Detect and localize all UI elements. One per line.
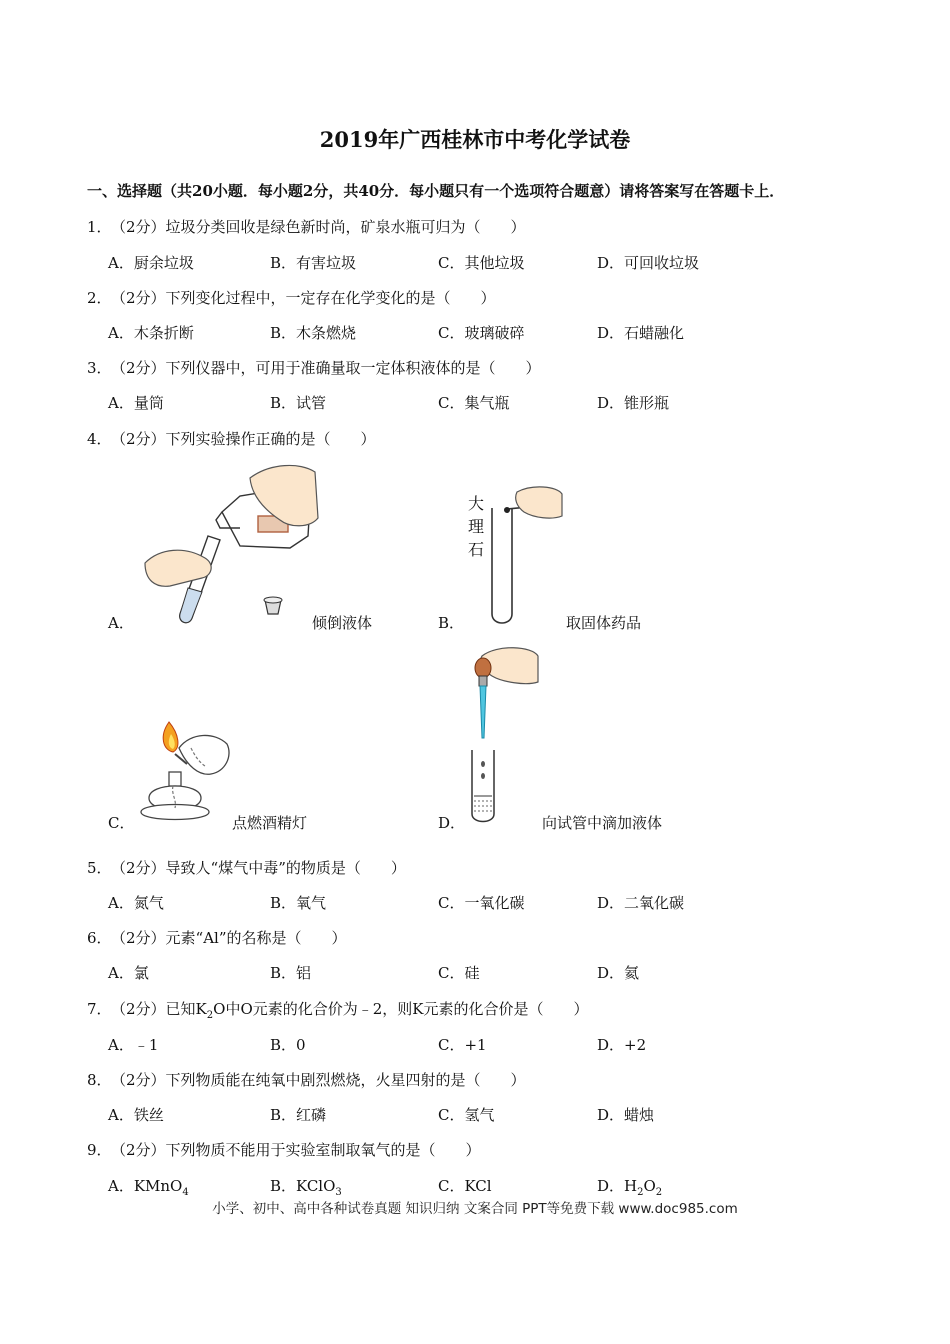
question-text: （2分）下列变化过程中，一定存在化学变化的是（ ） (111, 289, 496, 307)
subscript: 2 (206, 1010, 214, 1021)
option-a: A．﹣1 (108, 1036, 159, 1054)
figure-d-caption: 向试管中滴加液体 (542, 814, 663, 832)
options-9 (108, 1175, 868, 1197)
option-c: C．集气瓶 (438, 394, 510, 412)
question-number: 6． (87, 929, 112, 947)
text-part: O中O元素的化合价为﹣2，则K元素的化合价是（ ） (213, 1000, 589, 1018)
figure-a-caption: 倾倒液体 (312, 614, 373, 632)
subscript: 2 (655, 1187, 663, 1198)
dropper-illustration (462, 646, 542, 826)
figure-c-letter: C． (108, 814, 135, 832)
footer-banner: 小学、初中、高中各种试卷真题 知识归纳 文案合同 PPT等免费下载 www.doc985.com (212, 1201, 738, 1217)
option-b: B．氧气 (270, 894, 327, 912)
question-text: （2分）下列实验操作正确的是（ ） (111, 430, 376, 448)
option-a: A．铁丝 (108, 1106, 164, 1124)
question-text: （2分）下列物质能在纯氧中剧烈燃烧，火星四射的是（ ） (111, 1071, 526, 1089)
question-6 (87, 927, 347, 948)
question-5 (87, 857, 406, 878)
option-a (108, 1175, 189, 1198)
options-5 (108, 892, 868, 914)
question-number: 8． (87, 1071, 112, 1089)
options-8 (108, 1104, 868, 1126)
question-number: 2． (87, 289, 112, 307)
question-2 (87, 287, 496, 308)
figure-c-caption: 点燃酒精灯 (232, 814, 308, 832)
option-b: B．木条燃烧 (270, 324, 357, 342)
text-part: （2分）已知K (111, 1000, 207, 1018)
subscript: 4 (182, 1187, 189, 1198)
option-d: D．石蜡融化 (597, 324, 685, 342)
question-number: 1． (87, 218, 112, 236)
option-text: O (643, 1177, 656, 1195)
option-d: D．二氧化碳 (597, 894, 685, 912)
options-7 (108, 1034, 868, 1056)
option-b: B．试管 (270, 394, 327, 412)
option-text: A．KMnO (108, 1177, 183, 1195)
section-heading: 一、选择题（共20小题．每小题2分，共40分．每小题只有一个选项符合题意）请将答案写在答题卡上． (87, 182, 785, 200)
figure-alcohol-lamp (135, 718, 235, 830)
question-text: （2分）下列仪器中，可用于准确量取一定体积液体的是（ ） (111, 359, 541, 377)
option-c: C．玻璃破碎 (438, 324, 525, 342)
label-char: 理 (468, 517, 485, 536)
option-b: B．红磷 (270, 1106, 327, 1124)
options-6 (108, 962, 868, 984)
option-c: C．氢气 (438, 1106, 495, 1124)
question-1 (87, 216, 526, 237)
figure-dropper (462, 646, 542, 826)
question-text: （2分）垃圾分类回收是绿色新时尚，矿泉水瓶可归为（ ） (111, 218, 526, 236)
pouring-liquid-illustration (140, 458, 320, 623)
label-char: 石 (468, 540, 485, 559)
label-char: 大 (468, 494, 485, 513)
option-d (597, 1175, 662, 1198)
option-d: D．氦 (597, 964, 640, 982)
option-a: A．氮气 (108, 894, 164, 912)
alcohol-lamp-illustration (135, 718, 235, 830)
question-number: 7． (87, 1000, 112, 1018)
marble-label (468, 492, 486, 561)
option-text: D．H (597, 1177, 638, 1195)
question-number: 5． (87, 859, 112, 877)
figure-d-letter: D． (438, 814, 466, 832)
option-c: C．其他垃圾 (438, 254, 525, 272)
option-c: C．一氧化碳 (438, 894, 525, 912)
question-3 (87, 357, 541, 378)
option-b: B．有害垃圾 (270, 254, 357, 272)
option-c (438, 1175, 492, 1196)
question-number: 3． (87, 359, 112, 377)
option-b (270, 1175, 342, 1198)
option-c: C．硅 (438, 964, 480, 982)
figure-pouring-liquid (140, 458, 320, 623)
subscript: 2 (637, 1187, 644, 1198)
question-4 (87, 428, 376, 449)
option-d: D．锥形瓶 (597, 394, 670, 412)
question-text: （2分）导致人“煤气中毒”的物质是（ ） (111, 859, 406, 877)
option-a: A．氯 (108, 964, 149, 982)
options-1 (108, 252, 868, 274)
figure-a-letter: A． (108, 614, 134, 632)
options-2 (108, 322, 868, 344)
figure-b-caption: 取固体药品 (566, 614, 642, 632)
question-9 (87, 1139, 481, 1160)
figure-b-letter: B． (438, 614, 465, 632)
option-c: C．+1 (438, 1036, 487, 1054)
option-a: A．厨余垃圾 (108, 254, 194, 272)
option-text: B．KClO (270, 1177, 336, 1195)
question-number: 9． (87, 1141, 112, 1159)
question-number: 4． (87, 430, 112, 448)
question-text (111, 1000, 589, 1021)
option-b: B．铝 (270, 964, 312, 982)
options-3 (108, 392, 868, 414)
question-text: （2分）下列物质不能用于实验室制取氧气的是（ ） (111, 1141, 481, 1159)
option-d: D．可回收垃圾 (597, 254, 700, 272)
question-text: （2分）元素“Al”的名称是（ ） (111, 929, 347, 947)
question-7 (87, 998, 589, 1021)
page-title: 2019年广西桂林市中考化学试卷 (319, 127, 631, 152)
option-d: D．+2 (597, 1036, 647, 1054)
option-b: B．0 (270, 1036, 306, 1054)
subscript: 3 (335, 1187, 342, 1198)
option-a: A．木条折断 (108, 324, 194, 342)
option-d: D．蜡烛 (597, 1106, 655, 1124)
option-text: C．KCl (438, 1177, 492, 1195)
option-a: A．量筒 (108, 394, 164, 412)
question-8 (87, 1069, 526, 1090)
